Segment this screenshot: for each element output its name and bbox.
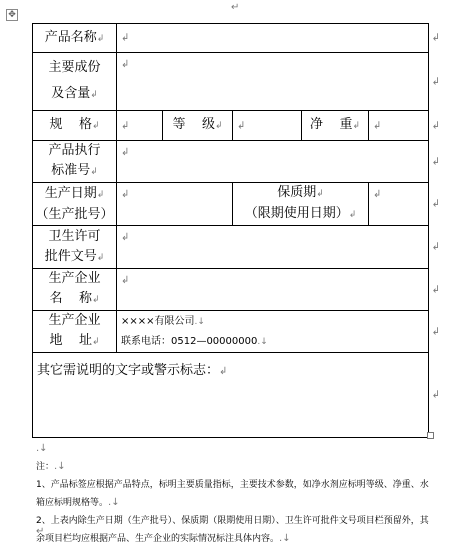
table-move-handle-icon[interactable]: ✥ xyxy=(6,9,18,21)
company-name-label: 生产企业 名 称↲ xyxy=(33,269,117,311)
company-value: ××××有限公司.↓ xyxy=(121,315,205,327)
row-other-notes xyxy=(33,353,429,438)
ingredients-value-cell[interactable]: ↲ ↲ xyxy=(117,53,429,111)
paragraph-return-mark: ↵ xyxy=(231,2,240,13)
standard-value-cell[interactable]: ↲ ↲ xyxy=(117,141,429,183)
spec-label: 规 格↲ xyxy=(33,111,117,141)
shelf-life-label: 保质期↲ （限期使用日期）↲ xyxy=(233,183,369,226)
other-notes-label: 其它需说明的文字或警示标志： xyxy=(37,363,220,378)
table-resize-handle-icon[interactable] xyxy=(427,432,434,439)
row-company-name xyxy=(33,269,429,311)
row-company-address xyxy=(33,311,429,353)
product-name-label: 产品名称↲ xyxy=(33,24,117,53)
license-value-cell[interactable]: ↲ ↲ xyxy=(117,226,429,269)
company-address-value-cell[interactable]: ××××有限公司.↓ 联系电话：0512—00000000.↓ ↲ xyxy=(117,311,429,353)
net-weight-value-cell[interactable]: ↲ ↲ xyxy=(369,111,429,141)
production-date-value-cell[interactable]: ↲ xyxy=(117,183,233,226)
product-name-value-cell[interactable]: ↲ ↲ xyxy=(117,24,429,53)
company-address-label: 生产企业 地 址↲ xyxy=(33,311,117,353)
row-license xyxy=(33,226,429,269)
company-name-value-cell[interactable]: ↲ ↲ xyxy=(117,269,429,311)
row-production-date xyxy=(33,183,429,226)
row-standard xyxy=(33,141,429,183)
phone-value: 联系电话：0512—00000000.↓ xyxy=(121,335,268,347)
net-weight-label: 净 重↲ xyxy=(302,111,369,141)
notes-section: .↓ 注：.↓ 1、产品标签应根据产品特点，标明主要质量指标，主要技术参数，如净水剂应标明等级、净重、水箱应标明规格等。.↓ 2、上表内除生产日期（生产批号）、保质期（限期使用日期）、卫生许可批件文号项目栏预留外，其余项目栏均应根据产品、生产企业的实际情况标注具体内容。.↓ xyxy=(36,440,430,548)
grade-label: 等 级↲ xyxy=(163,111,233,141)
note-item-1: 1、产品标签应根据产品特点，标明主要质量指标，主要技术参数，如净水剂应标明等级、净重、水箱应标明规格等。.↓ xyxy=(36,480,429,508)
row-spec-grade-net xyxy=(33,111,429,141)
ingredients-label: 主要成份 及含量↲ xyxy=(33,53,117,111)
note-item-2: 2、上表内除生产日期（生产批号）、保质期（限期使用日期）、卫生许可批件文号项目栏预留外，其余项目栏均应根据产品、生产企业的实际情况标注具体内容。.↓ xyxy=(36,516,429,544)
shelf-life-value-cell[interactable]: ↲ ↲ xyxy=(369,183,429,226)
product-label-form-table xyxy=(32,23,441,438)
standard-label: 产品执行 标准号↲ xyxy=(33,141,117,183)
other-notes-cell[interactable]: 其它需说明的文字或警示标志：↲ ↲ xyxy=(33,353,429,438)
production-date-label: 生产日期↲ （生产批号） xyxy=(33,183,117,226)
license-label: 卫生许可 批件文号↲ xyxy=(33,226,117,269)
row-product-name xyxy=(33,24,429,53)
row-ingredients xyxy=(33,53,429,111)
grade-value-cell[interactable]: ↲ xyxy=(233,111,302,141)
spec-value-cell[interactable]: ↲ xyxy=(117,111,163,141)
notes-title: 注： xyxy=(36,462,55,472)
paragraph-return-mark-bottom: ↵ xyxy=(36,526,45,537)
